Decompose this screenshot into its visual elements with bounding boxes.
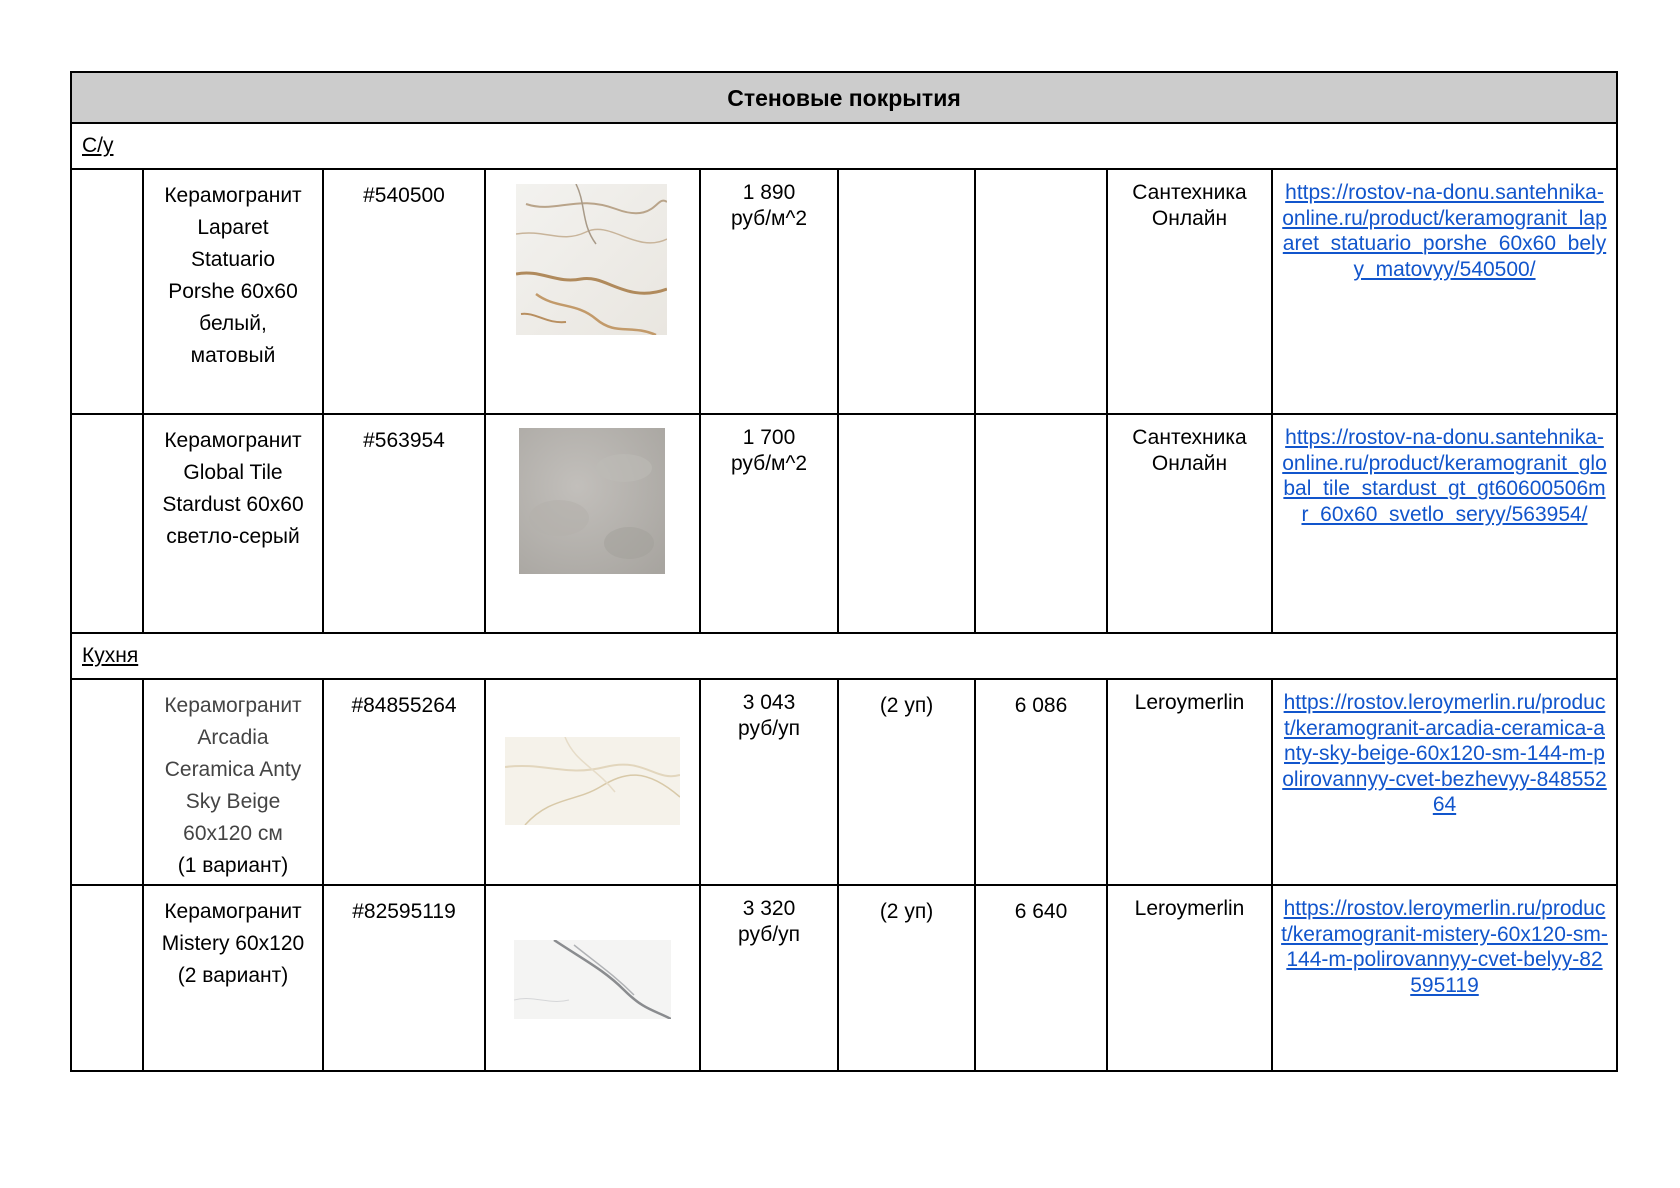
product-image-cell [485,169,700,414]
link-cell [1272,169,1617,414]
quantity-cell [838,885,975,1071]
product-name-line: Laparet [197,216,269,239]
section-label: Кухня [82,644,139,667]
store-name-line: Онлайн [1151,452,1228,475]
store-cell [1107,169,1272,414]
product-name-cell [143,414,323,633]
product-name-line: Stardust 60x60 [162,493,304,516]
empty-cell [71,679,143,885]
price-unit: руб/уп [738,717,800,740]
total-cell [975,169,1107,414]
price-cell [700,679,838,885]
tile-image-marble-white-gray [514,940,671,1019]
product-image-cell [485,885,700,1071]
table-row [71,885,1617,1071]
quantity-cell [838,169,975,414]
table-row [71,169,1617,414]
store-cell [1107,885,1272,1071]
link-cell [1272,414,1617,633]
link-cell [1272,885,1617,1071]
price-value: 3 043 [742,691,796,714]
product-name-line: светло-серый [166,525,300,548]
product-name-line: Statuario [190,248,276,271]
quantity [839,170,974,180]
product-name-cell [143,679,323,885]
quantity: (2 уп) [879,694,934,717]
price-cell [700,885,838,1071]
product-code-cell [323,679,485,885]
store-name-line: Leroymerlin [1134,897,1245,920]
total-cell [975,885,1107,1071]
product-link[interactable]: https://rostov.leroymerlin.ru/product/keramogranit-arcadia-ceramica-anty-sky-beige-60x120-sm-144-m-polirovannyy-cvet-bezhevyy-84855264 [1282,691,1607,816]
store-cell [1107,414,1272,633]
store-name-line: Онлайн [1151,207,1228,230]
product-name-line: (2 вариант) [177,964,289,987]
product-name-line: матовый [190,344,276,367]
product-name-line: Global Tile [183,461,283,484]
table-row [71,414,1617,633]
quantity-cell [838,679,975,885]
store-name-line: Сантехника [1132,181,1247,204]
product-name-line: Sky Beige [185,790,281,813]
product-code: #563954 [363,429,445,452]
price-value: 1 890 [742,181,796,204]
product-name-line: Керамогранит [164,429,302,452]
store-cell [1107,679,1272,885]
price-value: 1 700 [742,426,796,449]
product-name-line: 60x120 см [183,822,283,845]
product-code: #82595119 [352,900,456,923]
product-name-line: Arcadia [197,726,269,749]
product-code-cell [323,885,485,1071]
product-code-cell [323,414,485,633]
product-code: #84855264 [351,694,457,717]
total: 6 086 [1014,694,1068,717]
table-row [71,679,1617,885]
product-code-cell [323,169,485,414]
total-cell [975,679,1107,885]
total [976,415,1106,425]
product-name-line: Ceramica Anty [164,758,302,781]
section-label: С/у [82,134,114,157]
price-unit: руб/уп [738,923,800,946]
tile-image-marble-beige [505,737,680,825]
product-image-cell [485,414,700,633]
product-name-line: Porshe 60x60 [168,280,298,303]
product-name-line: (1 вариант) [177,854,289,877]
price-cell [700,169,838,414]
section-header-bathroom [71,123,1617,169]
product-name-line: Керамогранит [164,694,302,717]
product-name-line: белый, [199,312,267,335]
table-title: Стеновые покрытия [71,72,1617,123]
product-name-cell [143,169,323,414]
link-cell [1272,679,1617,885]
empty-cell [71,169,143,414]
product-link[interactable]: https://rostov.leroymerlin.ru/product/keramogranit-mistery-60x120-sm-144-m-polirovannyy-cvet-belyy-82595119 [1281,897,1608,997]
product-name-line: Mistery 60x120 [161,932,305,955]
section-header-kitchen [71,633,1617,679]
tile-image-gray-concrete [519,428,665,574]
store-name-line: Leroymerlin [1134,691,1245,714]
price-cell [700,414,838,633]
empty-cell [71,414,143,633]
tile-image-marble-white-gold [516,184,667,335]
total: 6 640 [1014,900,1068,923]
total-cell [975,414,1107,633]
price-value: 3 320 [742,897,796,920]
price-unit: руб/м^2 [730,207,807,230]
quantity: (2 уп) [879,900,934,923]
product-name-line: Керамогранит [164,184,302,207]
quantity-cell [838,414,975,633]
product-image-cell [485,679,700,885]
product-link[interactable]: https://rostov-na-donu.santehnika-online.ru/product/keramogranit_laparet_statuario_porshe_60x60_belyy_matovyy/540500/ [1282,181,1607,281]
price-unit: руб/м^2 [730,452,807,475]
wall-coverings-table [70,71,1618,1072]
product-code: #540500 [363,184,445,207]
quantity [839,415,974,425]
total [976,170,1106,180]
store-name-line: Сантехника [1132,426,1247,449]
empty-cell [71,885,143,1071]
product-name-cell [143,885,323,1071]
product-link[interactable]: https://rostov-na-donu.santehnika-online.ru/product/keramogranit_global_tile_stardust_gt_gt60600506mr_60x60_svetlo_seryy/563954/ [1282,426,1607,526]
product-name-line: Керамогранит [164,900,302,923]
